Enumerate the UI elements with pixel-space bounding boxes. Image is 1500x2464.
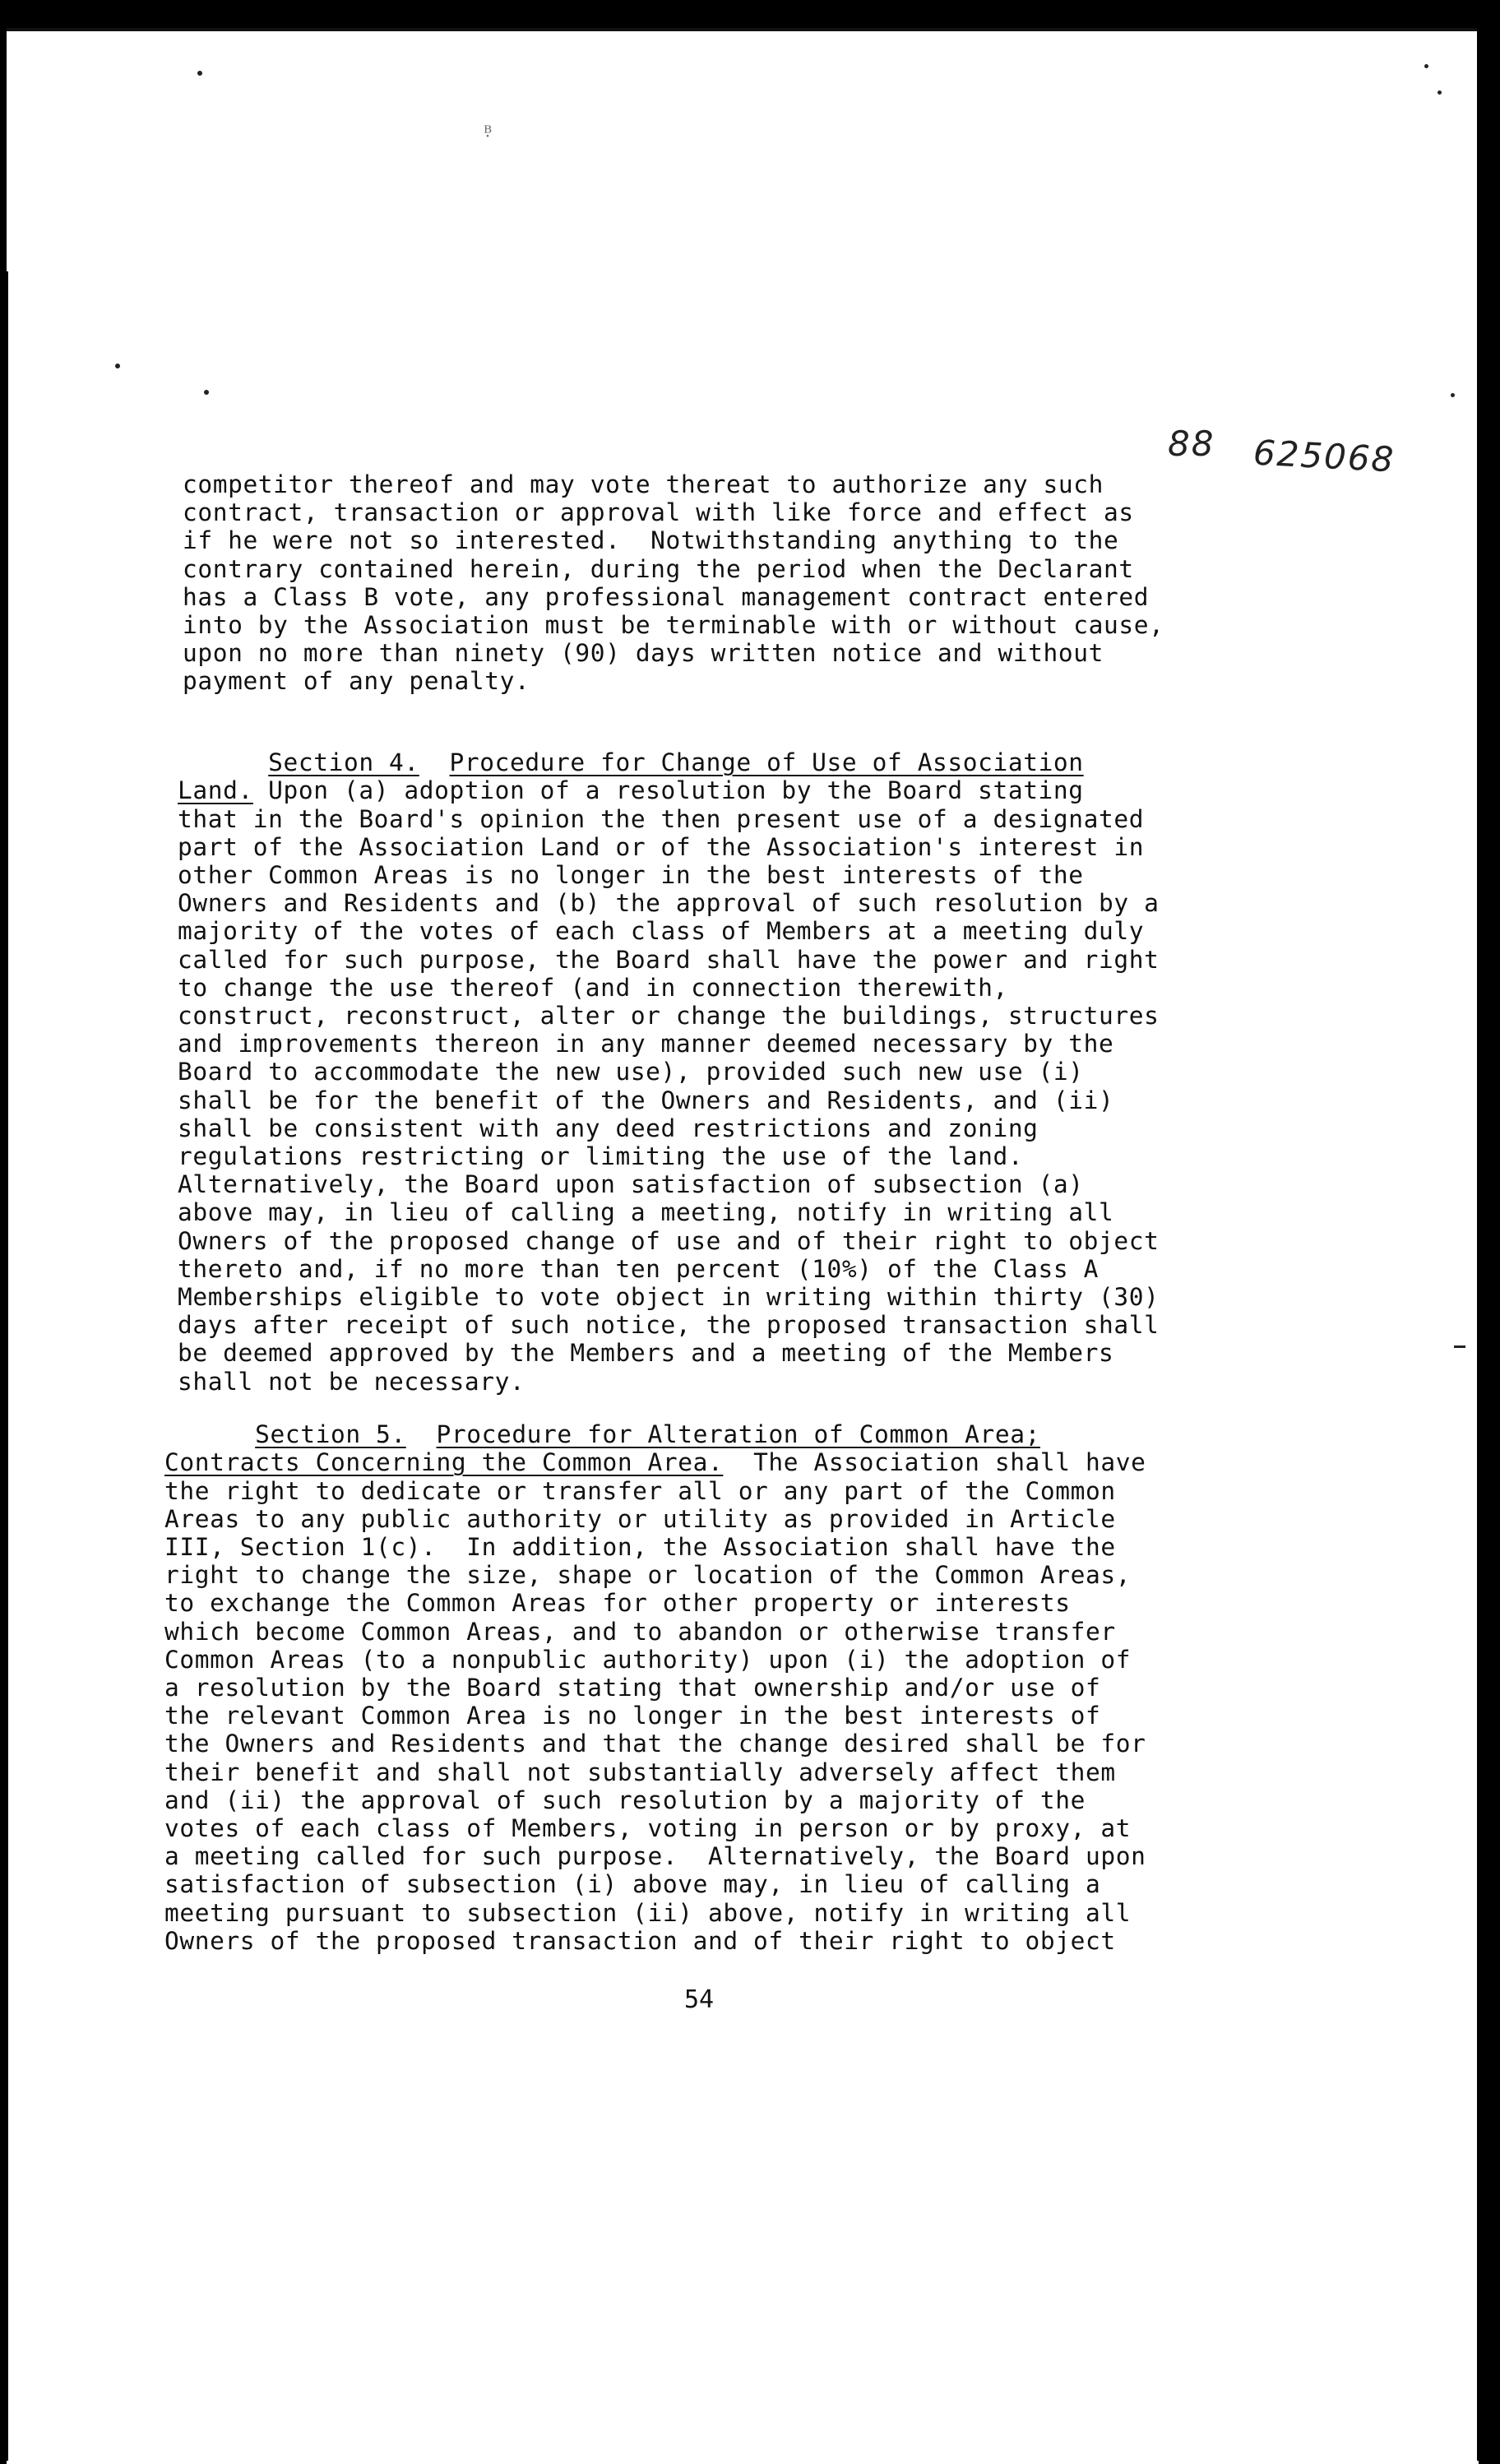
scan-speck <box>1454 1345 1465 1348</box>
section-5-paragraph <box>164 1392 1146 1955</box>
paragraph1-line: upon no more than ninety (90) days written notice and without <box>183 639 1104 668</box>
recording-stamp-part1: 88 <box>1168 424 1215 464</box>
section4-line: part of the Association Land or of the Association's interest in <box>178 832 1145 861</box>
section4-line: that in the Board's opinion the then present use of a designated <box>178 804 1145 833</box>
section4-line: construct, reconstruct, alter or change the buildings, structures <box>178 1002 1160 1031</box>
section4-line: Alternatively, the Board upon satisfaction of subsection (a) <box>178 1170 1084 1199</box>
section-5-body <box>164 1477 1146 1955</box>
section4-line: and improvements thereon in any manner deemed necessary by the <box>178 1030 1114 1058</box>
paragraph1-line: competitor thereof and may vote thereat to authorize any such <box>183 470 1104 498</box>
paragraph1-line: contract, transaction or approval with like force and effect as <box>183 498 1134 527</box>
section5-line: a meeting called for such purpose. Alternatively, the Board upon <box>164 1842 1146 1871</box>
section-4-heading-cont: Land. <box>178 776 253 805</box>
section-4-paragraph <box>178 720 1159 1396</box>
section5-line: and (ii) the approval of such resolution by a majority of the <box>164 1785 1086 1814</box>
page-number: 54 <box>684 1985 715 2014</box>
paragraph1-line: contrary contained herein, during the period when the Declarant <box>183 554 1134 583</box>
section5-line: Owners of the proposed transaction and of their right to object <box>164 1926 1116 1955</box>
section5-line: which become Common Areas, and to abandon or otherwise transfer <box>164 1617 1116 1646</box>
scan-speck <box>1438 90 1442 95</box>
section4-line: be deemed approved by the Members and a meeting of the Members <box>178 1339 1114 1368</box>
section4-line: above may, in lieu of calling a meeting, notify in writing all <box>178 1198 1114 1227</box>
section4-line: majority of the votes of each class of Members at a meeting duly <box>178 917 1145 946</box>
section5-line: Common Areas (to a nonpublic authority) upon (i) the adoption of <box>164 1645 1132 1674</box>
section5-line: Areas to any public authority or utility as provided in Article <box>164 1504 1116 1533</box>
section4-line: days after receipt of such notice, the proposed transaction shall <box>178 1311 1160 1340</box>
section-5-heading: Procedure for Alteration of Common Area; <box>436 1420 1040 1449</box>
scan-speck <box>1451 393 1455 397</box>
section4-line: other Common Areas is no longer in the best interests of the <box>178 861 1084 890</box>
section4-line: Owners and Residents and (b) the approval of such resolution by a <box>178 889 1160 918</box>
scan-speck <box>115 364 120 368</box>
section5-line: their benefit and shall not substantially adversely affect them <box>164 1758 1116 1786</box>
section4-line: Owners of the proposed change of use and of their right to object <box>178 1226 1160 1255</box>
section4-line: Memberships eligible to vote object in writing within thirty (30) <box>178 1283 1160 1312</box>
paragraph1-line: payment of any penalty. <box>183 667 530 696</box>
section-4-first-line: Upon (a) adoption of a resolution by the Board stating <box>252 776 1084 805</box>
section-5-heading-cont: Contracts Concerning the Common Area. <box>164 1448 724 1477</box>
section4-line: Board to accommodate the new use), provided such new use (i) <box>178 1058 1084 1086</box>
section4-line: shall be for the benefit of the Owners and Residents, and (ii) <box>178 1086 1114 1114</box>
scan-speck <box>1424 64 1428 68</box>
section4-line: thereto and, if no more than ten percent (10%) of the Class A <box>178 1254 1099 1283</box>
section4-line: to change the use thereof (and in connection therewith, <box>178 973 1008 1002</box>
section5-line: right to change the size, shape or location of the Common Areas, <box>164 1561 1132 1590</box>
section-5-label: Section 5. <box>255 1420 406 1449</box>
section5-line: votes of each class of Members, voting in person or by proxy, at <box>164 1814 1132 1843</box>
paragraph-continuation <box>183 470 1164 696</box>
section5-line: III, Section 1(c). In addition, the Association shall have the <box>164 1533 1116 1562</box>
corner-mark: ᴮ̣ <box>484 123 493 144</box>
section-5-first-line: The Association shall have <box>723 1448 1146 1477</box>
section-4-body <box>178 805 1159 1396</box>
section-4-label: Section 4. <box>268 748 419 777</box>
section5-line: the Owners and Residents and that the change desired shall be for <box>164 1730 1146 1758</box>
section5-line: a resolution by the Board stating that ownership and/or use of <box>164 1674 1101 1702</box>
section5-line: satisfaction of subsection (i) above may, in lieu of calling a <box>164 1870 1101 1899</box>
section4-line: shall be consistent with any deed restrictions and zoning <box>178 1114 1039 1142</box>
scan-edge-left <box>0 271 8 2461</box>
section5-line: the relevant Common Area is no longer in the best interests of <box>164 1702 1101 1730</box>
scan-speck <box>204 390 209 395</box>
section4-line: called for such purpose, the Board shall have the power and right <box>178 945 1160 974</box>
paragraph1-line: into by the Association must be terminable with or without cause, <box>183 611 1164 640</box>
section4-line: shall not be necessary. <box>178 1367 525 1396</box>
section5-line: to exchange the Common Areas for other property or interests <box>164 1589 1071 1618</box>
recording-stamp-part2: 625068 <box>1252 432 1396 480</box>
section5-line: the right to dedicate or transfer all or any part of the Common <box>164 1476 1116 1505</box>
section4-line: regulations restricting or limiting the use of the land. <box>178 1142 1024 1171</box>
section-4-heading: Procedure for Change of Use of Association <box>449 748 1084 777</box>
section5-line: meeting pursuant to subsection (ii) above, notify in writing all <box>164 1898 1132 1927</box>
scan-edge-right <box>1477 0 1500 2461</box>
paragraph1-line: if he were not so interested. Notwithstanding anything to the <box>183 526 1119 555</box>
paragraph1-line: has a Class B vote, any professional management contract entered <box>183 582 1150 611</box>
scan-speck <box>197 71 202 76</box>
